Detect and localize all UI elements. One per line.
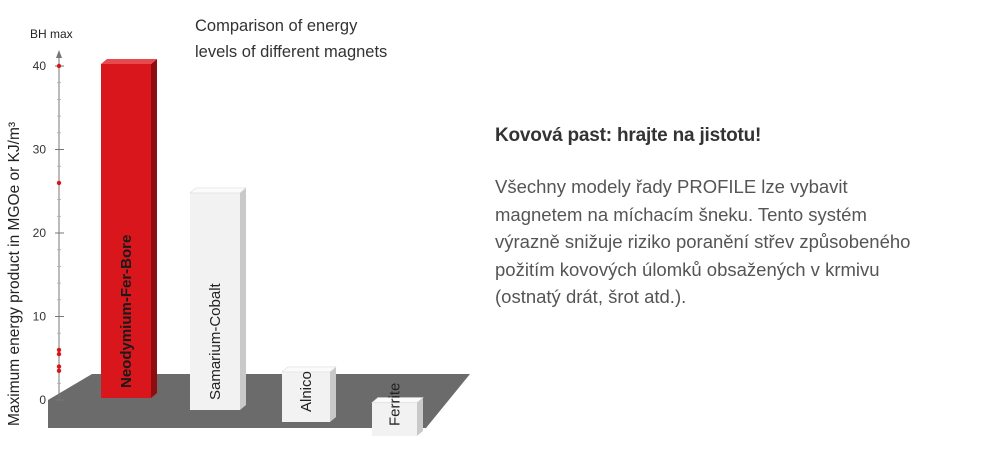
chart-title-line-2: levels of different magnets [195, 43, 388, 61]
bar-alnico [282, 367, 336, 422]
article-paragraph-line-3: výrazně snižuje riziko poranění střev způsobeného [495, 231, 911, 252]
article-paragraph-line-2: magnetem na míchacím šneku. Tento systém [495, 203, 867, 225]
y-axis-arrow-icon [56, 50, 62, 58]
y-axis-value-marker [57, 181, 61, 185]
bar-side-face [240, 188, 246, 410]
article-paragraph [495, 173, 975, 311]
y-tick-label: 20 [32, 226, 46, 240]
bar-category-label: Neodymium-Fer-Bore [118, 234, 135, 388]
bar-category-label: Ferrite [386, 382, 404, 426]
article-heading: Kovová past: hrajte na jistotu! [495, 125, 762, 146]
bar-neodymium-fer-bore [101, 59, 157, 398]
article-section [495, 125, 975, 311]
y-axis-value-marker [57, 369, 61, 373]
article-paragraph-line-1: Všechny modely řady PROFILE lze vybavit [495, 176, 848, 197]
y-tick-label: 0 [39, 393, 46, 407]
bar-side-face [417, 398, 423, 436]
y-tick-label: 30 [32, 142, 46, 157]
chart-svg [0, 0, 470, 457]
bar-side-face [330, 367, 336, 422]
article-paragraph-line-5: (ostnatý drát, šrot atd.). [495, 286, 687, 307]
y-axis-title: Maximum energy product in MGOe or KJ/m³ [6, 121, 23, 426]
bar-top-face [190, 188, 246, 193]
y-tick-label: 40 [32, 59, 46, 73]
bar-side-face [151, 59, 157, 398]
bar-category-label: Samarium-Cobalt [207, 283, 224, 400]
magnet-energy-chart [0, 0, 470, 457]
y-axis-value-marker [57, 364, 61, 368]
bar-top-face [101, 59, 157, 64]
y-axis-top-label: BH max [30, 27, 73, 41]
chart-title-line-1: Comparison of energy [195, 17, 358, 35]
y-axis-value-marker [57, 64, 61, 68]
y-tick-label: 10 [32, 309, 46, 324]
y-axis-value-marker [57, 348, 61, 352]
article-paragraph-line-4: požitím kovových úlomků obsažených v krmivu [495, 258, 880, 280]
bar-samarium-cobalt [190, 188, 246, 410]
y-axis-value-marker [57, 352, 61, 356]
bar-category-label: Alnico [298, 371, 315, 412]
